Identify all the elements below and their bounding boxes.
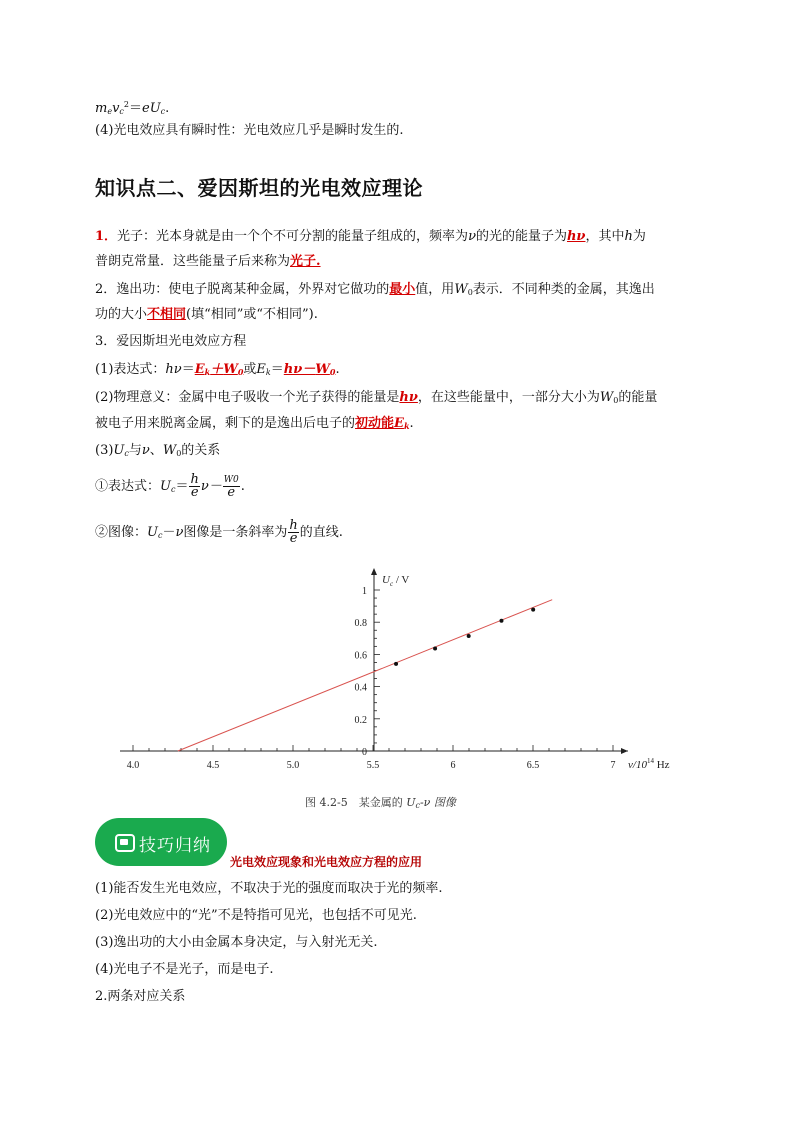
frac2-numerator: W0 — [223, 475, 239, 485]
formula-square: 2 — [123, 100, 129, 109]
work-text-b: 值，用 — [415, 282, 455, 297]
answer-hv: hν — [566, 229, 586, 244]
tips-badge — [95, 818, 227, 866]
rel-text: 的关系 — [181, 443, 221, 458]
plus-sign: ＋ — [210, 362, 224, 377]
expr-period: . — [335, 362, 340, 377]
tips-item-4: (4)光电子不是光子，而是电子. — [95, 962, 274, 977]
x-tick-label: 5.0 — [286, 760, 300, 771]
rel-comma: 、 — [149, 443, 163, 458]
tips-item-5: 2.两条对应关系 — [95, 989, 186, 1004]
graph-dash: － — [162, 525, 176, 540]
y-tick-label: 1 — [362, 586, 367, 597]
hv-minus: hν－ — [283, 362, 316, 377]
rel-and: 与 — [128, 443, 142, 458]
frac2-denominator: e — [227, 485, 236, 500]
answer-not-same: 不相同 — [147, 307, 187, 322]
answer-phys-hv: hν — [399, 390, 418, 405]
expr-hv: hν — [165, 362, 182, 377]
y-axis-label: $U_c$ / V — [382, 574, 410, 588]
rel-w-sub: 0 — [176, 449, 182, 458]
rel-u-symbol: U — [113, 443, 125, 458]
phys-w-sub: 0 — [613, 396, 619, 405]
nu-symbol: ν — [468, 229, 476, 244]
chart-axes — [120, 568, 628, 771]
formula-sub-c: c — [119, 107, 124, 116]
work-text-a: 2．逸出功：使电子脱离某种金属，外界对它做功的 — [95, 282, 390, 297]
frac-denominator: e — [190, 485, 199, 500]
work-text-line2b: (填“相同”或“不相同”). — [186, 307, 318, 322]
x-tick-label: 5.5 — [366, 760, 380, 771]
frac3-numerator: h — [289, 518, 298, 533]
ek2-symbol: E — [256, 362, 266, 377]
x-tick-label: 4.0 — [126, 760, 140, 771]
frac-numerator: h — [190, 472, 199, 487]
photon-text-b: 的光的能量子为 — [475, 229, 567, 244]
answer-minimum: 最小 — [389, 282, 416, 297]
h-symbol: h — [624, 229, 633, 244]
x-axis-label: $\nu/10^{14}$ Hz — [628, 757, 670, 771]
work-text-line2a: 功的大小 — [95, 307, 148, 322]
y-tick-label: 0.2 — [354, 714, 367, 726]
uc-sub: c — [170, 485, 176, 494]
w0-symbol: W — [454, 282, 468, 297]
y-tick-label: 0.8 — [354, 618, 367, 630]
formula-sub-c2: c — [160, 107, 166, 116]
tips-item-3: (3)逸出功的大小由金属本身决定，与入射光无关. — [95, 935, 378, 950]
w-symbol: W — [223, 362, 238, 377]
photon-text-a: 光子：光本身就是由一个个不可分割的能量子组成的，频率为 — [117, 229, 469, 244]
kinetic-energy-word: 初动能 — [355, 416, 395, 431]
photon-text-line2: 普朗克常量．这些能量子后来称为 — [95, 254, 291, 269]
expr-equals: ＝ — [181, 362, 195, 377]
phys-text-b: ，在这些能量中，一部分大小为 — [417, 390, 600, 405]
w-sub: 0 — [237, 367, 244, 377]
phys2-ek: E — [394, 416, 404, 431]
w2-sub: 0 — [329, 367, 336, 377]
phys2-text-a: 被电子用来脱离金属，剩下的是逸出后电子的 — [95, 416, 356, 431]
tips-badge-label: 技巧归纳 — [139, 836, 211, 856]
formula-eu: eU — [142, 101, 161, 116]
uc-equals: ＝ — [175, 479, 189, 494]
uc-expression-label: ①表达式： — [95, 479, 161, 494]
frac3-denominator: e — [289, 531, 298, 546]
w0-sub: 0 — [467, 288, 473, 297]
graph-label: ②图像： — [95, 525, 148, 540]
formula-m: m — [95, 101, 108, 116]
y-tick-label: 0 — [362, 747, 367, 758]
formula-period: . — [165, 101, 170, 116]
w2-symbol: W — [315, 362, 330, 377]
chart-caption — [305, 794, 456, 810]
ek-sub: k — [204, 367, 211, 377]
caption-u: U — [406, 796, 416, 809]
item-4-instant: (4)光电效应具有瞬时性：光电效应几乎是瞬时发生的. — [95, 123, 404, 138]
rel-num: (3) — [95, 443, 114, 458]
graph-u: U — [147, 525, 158, 540]
expr-equals-2: ＝ — [270, 362, 284, 377]
caption-text-a: 图 4.2-5 某金属的 — [305, 796, 407, 809]
phys2-period: . — [409, 416, 414, 431]
photon-text-d: 为 — [632, 229, 646, 244]
caption-text-b: -ν 图像 — [419, 796, 456, 809]
phys2-ek-sub: k — [403, 421, 410, 431]
uc-symbol: U — [160, 479, 171, 494]
x-axis-arrow — [621, 748, 628, 754]
graph-text-b: 图像是一条斜率为 — [183, 525, 288, 540]
section-title: 知识点二、爱因斯坦的光电效应理论 — [95, 176, 423, 200]
graph-text-c: 的直线. — [299, 525, 343, 540]
rel-w-symbol: W — [162, 443, 177, 458]
tips-item-1: (1)能否发生光电效应，不取决于光的强度而取决于光的频率. — [95, 881, 443, 896]
data-point — [531, 608, 535, 612]
para-equation-title: 3．爱因斯坦光电效应方程 — [95, 334, 247, 349]
x-tick-label: 6.5 — [526, 760, 540, 771]
data-point — [394, 662, 398, 666]
x-tick-label: 6 — [450, 760, 456, 771]
or-word: 或 — [243, 362, 257, 377]
y-axis-arrow — [371, 568, 377, 575]
graph-u-sub: c — [157, 531, 163, 540]
data-point — [467, 634, 471, 638]
x-tick-label: 4.5 — [206, 760, 220, 771]
tips-item-2: (2)光电效应中的“光”不是特指可见光，也包括不可见光. — [95, 908, 417, 923]
phys-text-a: (2)物理意义：金属中电子吸收一个光子获得的能量是 — [95, 390, 400, 405]
y-tick-label: 0.4 — [354, 682, 367, 694]
expression-label: (1)表达式： — [95, 362, 166, 377]
formula-sub-e: e — [107, 107, 113, 116]
uc-nu-minus: ν－ — [200, 479, 222, 494]
x-tick-label: 7 — [610, 760, 616, 771]
rel-u-sub: c — [124, 449, 129, 458]
phys-w-symbol: W — [599, 390, 614, 405]
ek2-sub: k — [265, 368, 271, 377]
image-icon — [115, 834, 135, 852]
rel-nu: ν — [141, 443, 150, 458]
phys-text-c: 的能量 — [618, 390, 658, 405]
uc-period: . — [240, 479, 245, 494]
work-text-c: 表示．不同种类的金属，其逸出 — [472, 282, 655, 297]
ek-symbol: E — [194, 362, 205, 377]
formula-v: v — [112, 101, 120, 116]
answer-photon: 光子. — [290, 254, 321, 269]
para-number-1: 1． — [95, 229, 118, 244]
photon-text-c: ，其中 — [585, 229, 625, 244]
graph-nu: ν — [175, 525, 184, 540]
data-point — [433, 646, 437, 650]
tips-subheading: 光电效应现象和光电效应方程的应用 — [230, 855, 423, 869]
y-tick-label: 0.6 — [354, 650, 367, 662]
formula-equals: ＝ — [129, 101, 143, 116]
caption-u-sub: c — [415, 801, 420, 810]
data-point — [499, 619, 503, 623]
